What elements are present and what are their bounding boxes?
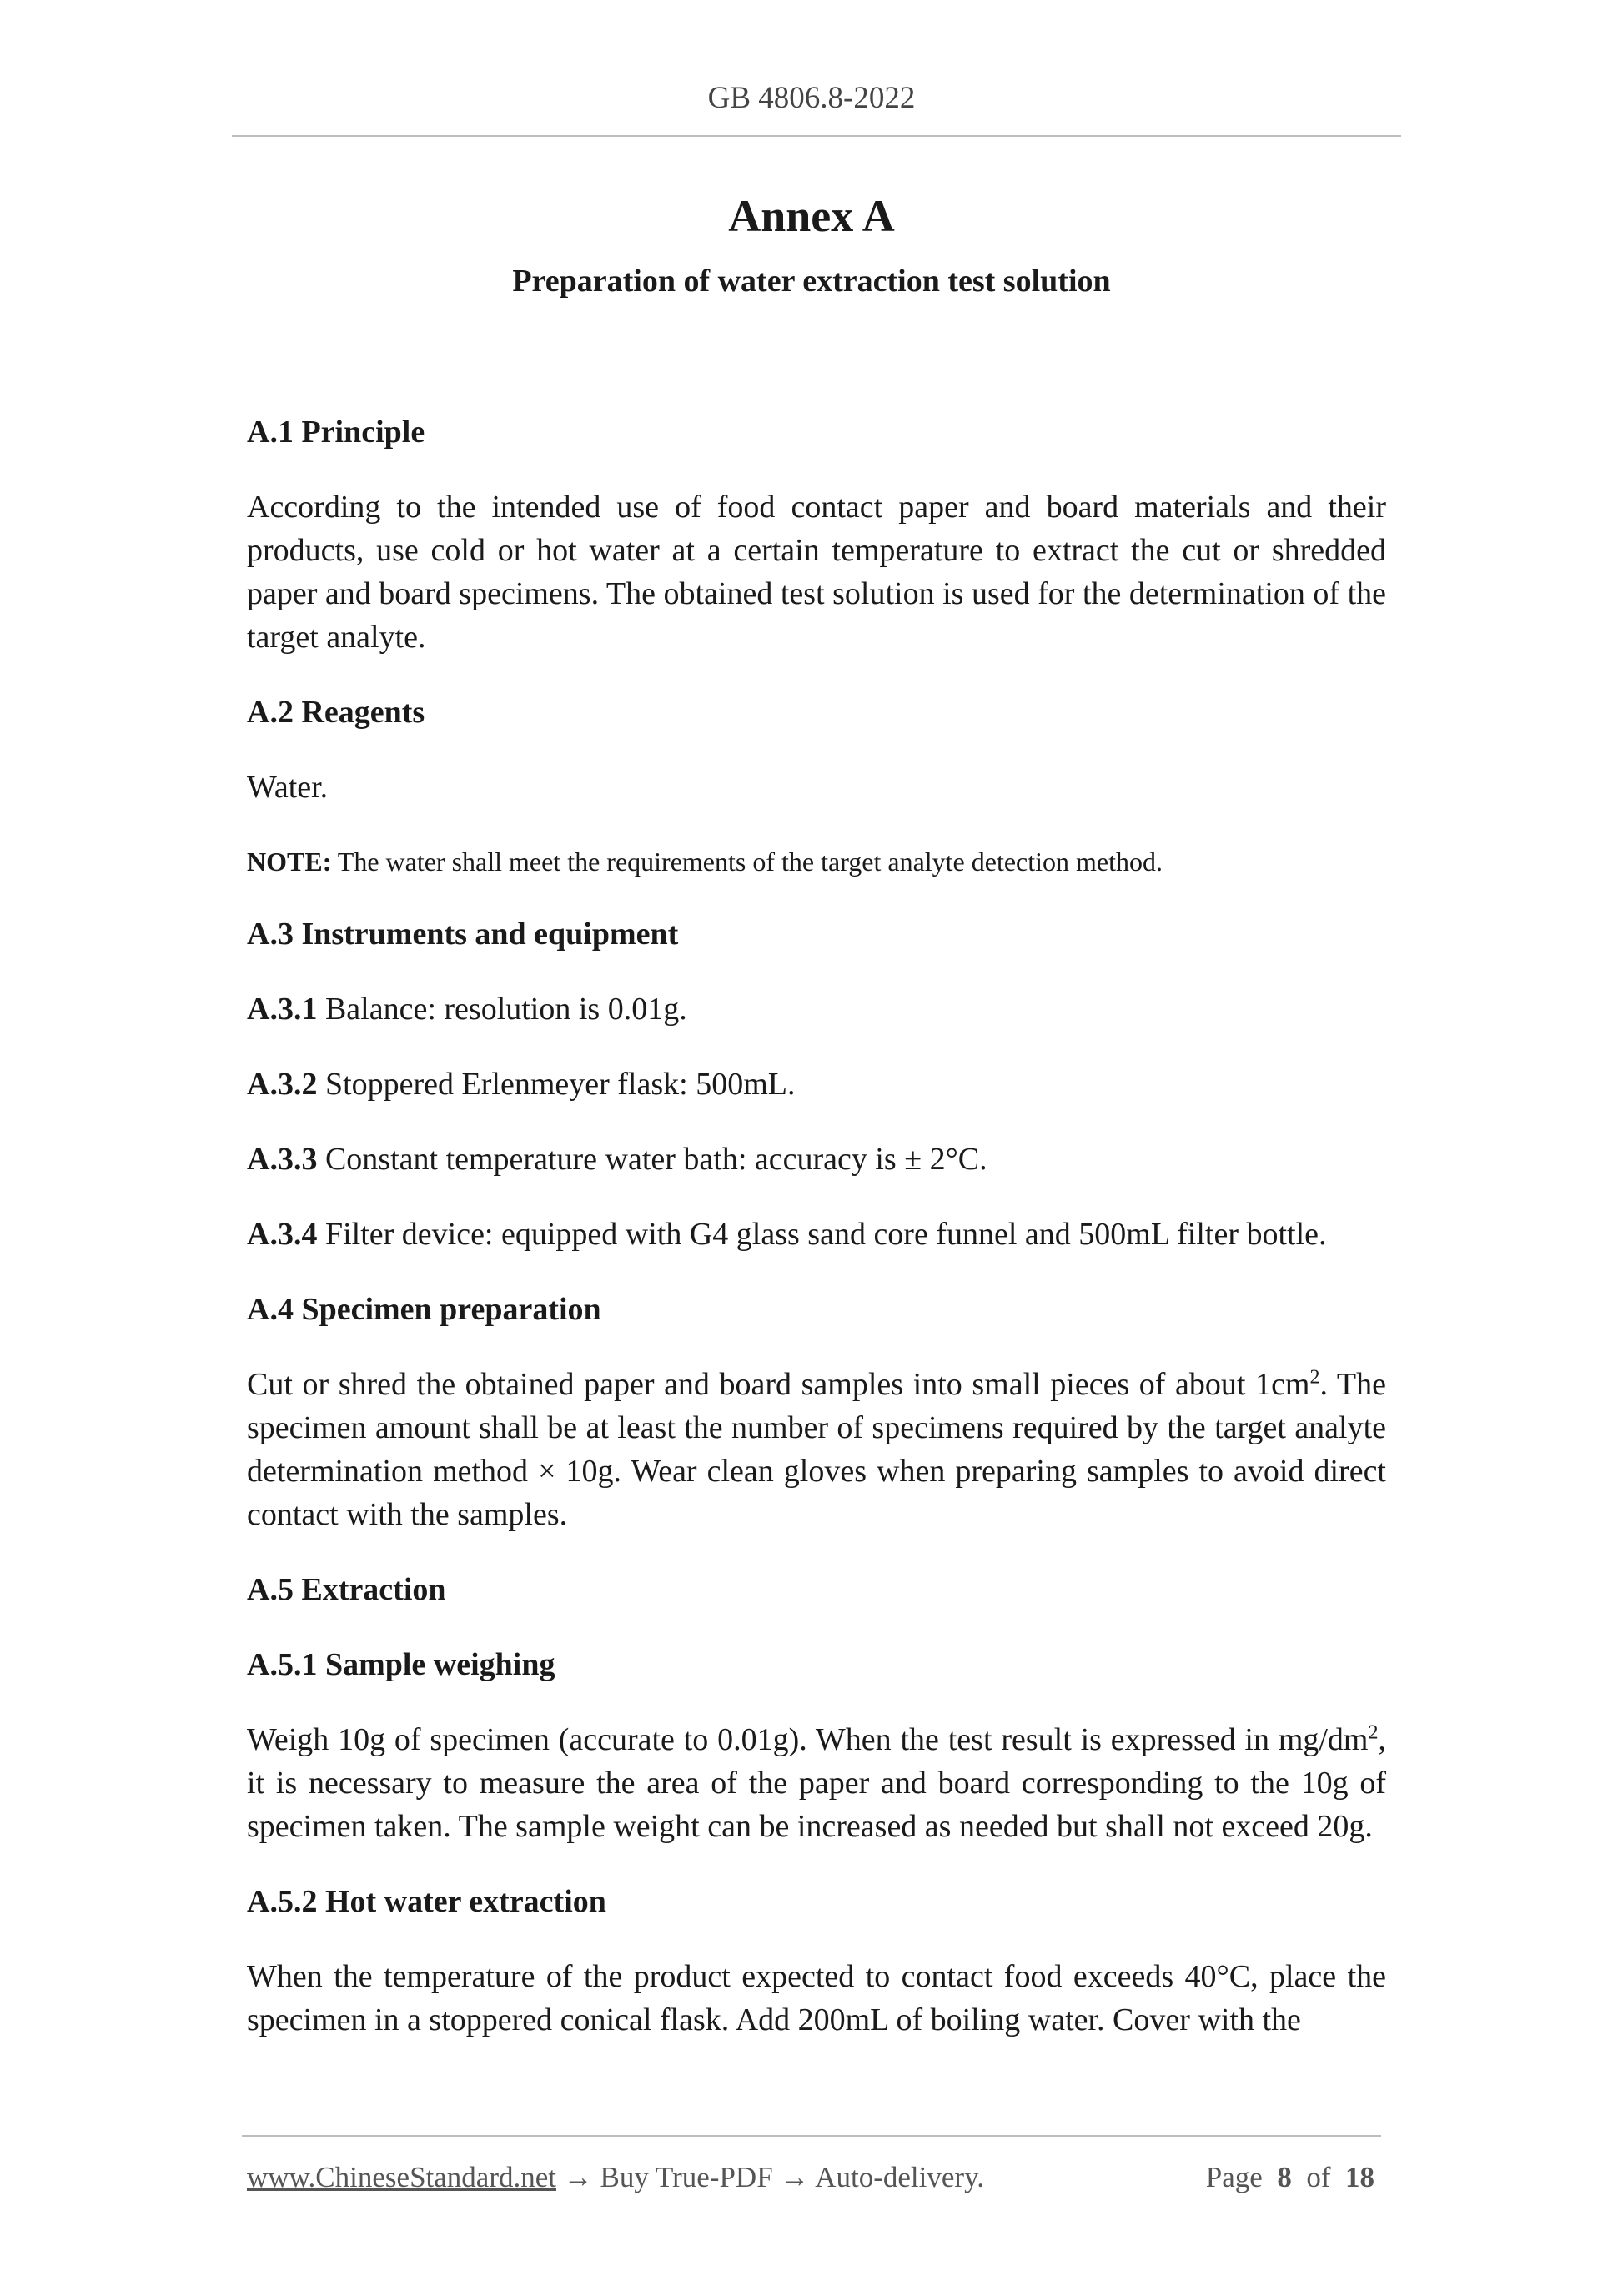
list-item-a3-1	[247, 987, 1386, 1031]
page-total: 18	[1345, 2161, 1374, 2193]
arrow-right-icon: →	[780, 2161, 810, 2193]
list-item-a3-3	[247, 1138, 1386, 1181]
section-heading-a3: A.3 Instruments and equipment	[247, 917, 679, 952]
note-label: NOTE:	[247, 847, 332, 877]
document-body	[247, 410, 1386, 2042]
clause-text: Stoppered Erlenmeyer flask: 500mL.	[317, 1067, 796, 1102]
paragraph-a5-2-hot-water: When the temperature of the product expected to contact food exceeds 40°C, place the specimen in a stoppered conical flask. Add 200mL of boiling water. Cover with the	[247, 1959, 1386, 2037]
section-heading-a2: A.2 Reagents	[247, 695, 425, 730]
superscript: 2	[1309, 1366, 1320, 1389]
clause-number: A.3.4	[247, 1217, 318, 1252]
paragraph-a5-1-weighing	[247, 1718, 1386, 1848]
text-run: . The specimen amount shall be at least the number of specimens required by the target analyte determination method × 10g. Wear clean gloves when preparing samples to avoid direct contact with the samples.	[247, 1367, 1386, 1532]
annex-title: Annex A	[728, 191, 895, 241]
text-run: Weigh 10g of specimen (accurate to 0.01g). When the test result is expressed in mg/dm	[247, 1722, 1369, 1757]
paragraph-a1-principle: According to the intended use of food contact paper and board materials and their products, use cold or hot water at a certain temperature to extract the cut or shredded paper and board specimens. The obtained test solution is used for the determination of the target analyte.	[247, 490, 1386, 655]
superscript: 2	[1368, 1721, 1379, 1744]
page-number: 8	[1277, 2161, 1292, 2193]
paragraph-a4-specimen	[247, 1363, 1386, 1536]
list-item-a3-4	[247, 1213, 1386, 1256]
website-link[interactable]: www.ChineseStandard.net	[247, 2161, 556, 2193]
section-heading-a4: A.4 Specimen preparation	[247, 1292, 601, 1327]
auto-delivery-text: Auto-delivery.	[809, 2161, 985, 2193]
page-label: Page	[1205, 2161, 1263, 2193]
note-text: The water shall meet the requirements of the target analyte detection method.	[331, 847, 1163, 877]
clause-number: A.3.1	[247, 992, 318, 1027]
section-heading-a5-2: A.5.2 Hot water extraction	[247, 1884, 606, 1919]
footer-divider	[242, 2135, 1381, 2137]
arrow-right-icon: →	[563, 2161, 593, 2193]
text-run: , it is necessary to measure the area of the paper and board corresponding to the 10g of specimen taken. The sample weight can be increased as needed but shall not exceed 20g.	[247, 1722, 1386, 1844]
page-indicator	[1206, 2161, 1374, 2194]
note-a2	[247, 842, 1386, 881]
section-heading-a1: A.1 Principle	[247, 414, 425, 450]
of-label: of	[1306, 2161, 1331, 2193]
text-run: Cut or shred the obtained paper and board samples into small pieces of about 1cm	[247, 1367, 1310, 1402]
header-divider	[232, 135, 1401, 137]
page-footer	[247, 2161, 1374, 2194]
clause-number: A.3.2	[247, 1067, 318, 1102]
document-code-header: GB 4806.8-2022	[707, 81, 916, 115]
list-item-a3-2	[247, 1063, 1386, 1106]
annex-subtitle: Preparation of water extraction test solution	[512, 264, 1111, 299]
paragraph-a2-reagents: Water.	[247, 770, 329, 805]
buy-true-pdf-text: Buy True-PDF	[592, 2161, 781, 2193]
clause-text: Filter device: equipped with G4 glass sand core funnel and 500mL filter bottle.	[317, 1217, 1327, 1252]
clause-number: A.3.3	[247, 1142, 318, 1177]
clause-text: Balance: resolution is 0.01g.	[317, 992, 687, 1027]
clause-text: Constant temperature water bath: accuracy is ± 2°C.	[317, 1142, 987, 1177]
section-heading-a5: A.5 Extraction	[247, 1572, 446, 1607]
section-heading-a5-1: A.5.1 Sample weighing	[247, 1647, 555, 1682]
